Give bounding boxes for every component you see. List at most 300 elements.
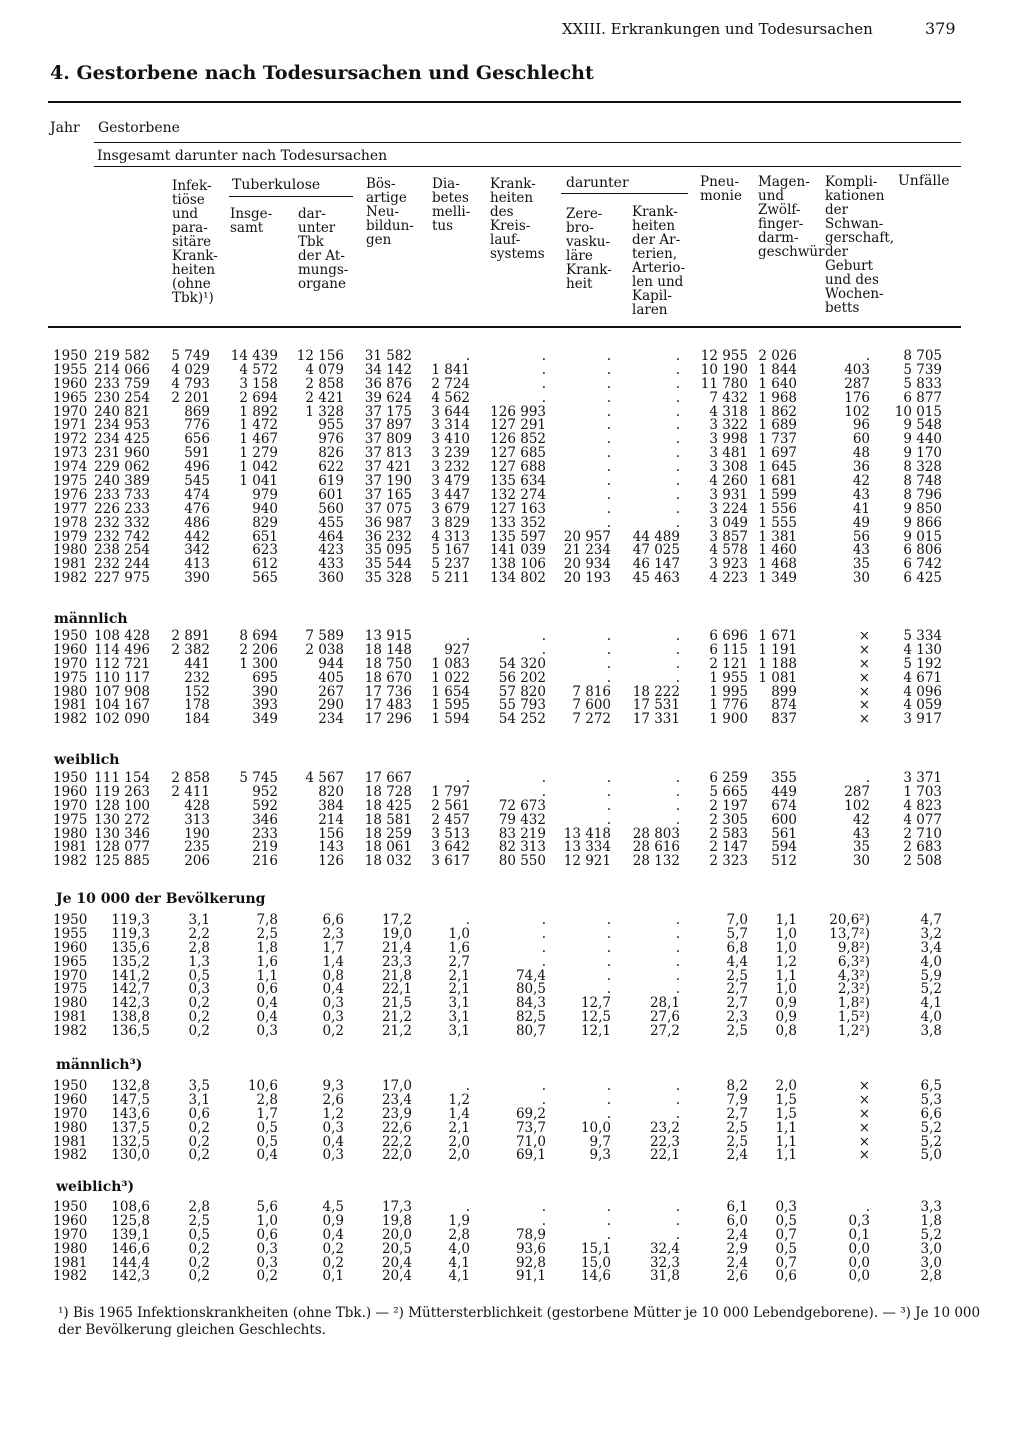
table-row	[0, 927, 1024, 941]
tbk-total-cell: 5 745	[239, 770, 278, 786]
tbk-resp-cell: 360	[318, 570, 344, 587]
ulcer-cell: 2 026	[758, 348, 797, 364]
circulatory-cell: .	[541, 939, 546, 956]
diabetes-cell: 3 479	[431, 473, 470, 490]
total-cell: 141,2	[111, 967, 150, 984]
table-row	[0, 1121, 1024, 1135]
accidents-cell: 2,8	[920, 1268, 942, 1285]
cerebrovascular-cell: .	[606, 486, 611, 503]
tbk-resp-cell: 0,2	[322, 1023, 344, 1040]
pneumonia-cell: 4,4	[726, 953, 748, 970]
year-cell: 1976	[53, 486, 88, 503]
section-maennlich-rate	[0, 1079, 1024, 1162]
tbk-resp-cell: 464	[318, 528, 344, 545]
header-line: tus	[432, 218, 454, 234]
total-cell: 240 389	[94, 473, 150, 490]
table-row	[0, 941, 1024, 955]
tbk-total-cell: 5,6	[256, 1199, 278, 1215]
header-line: Krank-	[566, 262, 612, 278]
accidents-cell: 4 096	[903, 683, 942, 700]
neoplasm-cell: 18 581	[364, 811, 412, 828]
neoplasm-cell: 37 897	[364, 417, 412, 434]
tbk-total-cell: 10,6	[247, 1078, 278, 1094]
accidents-cell: 1,8	[920, 1212, 942, 1229]
tbk-resp-cell: 4 079	[305, 361, 344, 378]
year-cell: 1981	[53, 556, 88, 573]
neoplasm-cell: 19,8	[381, 1212, 412, 1229]
diabetes-cell: 2,1	[448, 967, 470, 984]
neoplasm-cell: 37 813	[364, 445, 412, 462]
tbk-resp-cell: 826	[318, 445, 344, 462]
infekt-cell: 313	[184, 811, 210, 828]
col-header-jahr: Jahr	[50, 120, 80, 136]
neoplasm-cell: 17 736	[364, 683, 412, 700]
infekt-cell: 232	[184, 669, 210, 686]
diabetes-cell: 2,0	[448, 1133, 470, 1150]
arterial-cell: .	[675, 797, 680, 814]
pneumonia-cell: 2,5	[726, 1023, 748, 1040]
diabetes-cell: 3,1	[448, 995, 470, 1012]
cerebrovascular-cell: .	[606, 953, 611, 970]
pneumonia-cell: 2,5	[726, 1119, 748, 1136]
header-line: Kompli-	[825, 174, 878, 190]
diabetes-cell: 4,0	[448, 1240, 470, 1257]
ulcer-cell: 1,1	[775, 1133, 797, 1150]
pneumonia-cell: 2 121	[709, 655, 748, 672]
table-row	[0, 1010, 1024, 1024]
tbk-total-cell: 623	[252, 542, 278, 559]
circulatory-cell: 126 993	[490, 403, 546, 420]
table-row	[0, 785, 1024, 799]
arterial-cell: .	[675, 389, 680, 406]
accidents-cell: 9 170	[903, 445, 942, 462]
tbk-resp-cell: 0,8	[322, 967, 344, 984]
table-row	[0, 1135, 1024, 1149]
header-bottom-rule	[48, 326, 961, 328]
col-header-arterien	[632, 205, 685, 317]
tbk-total-cell: 3 158	[239, 375, 278, 392]
tbk-total-cell: 393	[252, 697, 278, 714]
arterial-cell: .	[675, 1199, 680, 1215]
year-cell: 1980	[53, 825, 88, 842]
total-cell: 240 821	[94, 403, 150, 420]
cerebrovascular-cell: 9,3	[589, 1147, 611, 1164]
accidents-cell: 4 671	[903, 669, 942, 686]
year-cell: 1960	[53, 375, 88, 392]
year-cell: 1960	[53, 1212, 88, 1229]
accidents-cell: 3 917	[903, 711, 942, 728]
arterial-cell: .	[675, 1226, 680, 1243]
arterial-cell: .	[675, 925, 680, 942]
pregnancy-cell: 403	[844, 361, 870, 378]
pregnancy-cell: 56	[852, 528, 870, 545]
accidents-cell: 5 192	[903, 655, 942, 672]
cerebrovascular-cell: 13 418	[563, 825, 611, 842]
pneumonia-cell: 3 998	[709, 431, 748, 448]
year-cell: 1965	[53, 953, 88, 970]
tbk-total-cell: 1 472	[239, 417, 278, 434]
pregnancy-cell: ×	[858, 683, 870, 700]
pregnancy-cell: ×	[858, 1133, 870, 1150]
neoplasm-cell: 19,0	[381, 925, 412, 942]
circulatory-cell: 93,6	[515, 1240, 546, 1257]
header-line: systems	[490, 246, 545, 262]
table-row	[0, 840, 1024, 854]
tbk-total-cell: 829	[252, 514, 278, 531]
pregnancy-cell: 1,8²)	[837, 995, 870, 1012]
tbk-total-cell: 1 467	[239, 431, 278, 448]
pneumonia-cell: 2,4	[726, 1147, 748, 1164]
total-cell: 128 077	[94, 839, 150, 856]
ulcer-cell: 512	[771, 853, 797, 870]
tbk-resp-cell: 290	[318, 697, 344, 714]
table-row	[0, 418, 1024, 432]
accidents-cell: 9 440	[903, 431, 942, 448]
pregnancy-cell: 0,0	[848, 1268, 870, 1285]
pneumonia-cell: 2,3	[726, 1009, 748, 1026]
diabetes-cell: .	[465, 770, 470, 786]
header-line: Geburt	[825, 258, 873, 274]
year-cell: 1960	[53, 1091, 88, 1108]
accidents-cell: 6 742	[903, 556, 942, 573]
neoplasm-cell: 20,4	[381, 1268, 412, 1285]
infekt-cell: 390	[184, 570, 210, 587]
pneumonia-cell: 6 259	[709, 770, 748, 786]
total-cell: 130,0	[111, 1147, 150, 1164]
table-row	[0, 913, 1024, 927]
diabetes-cell: 4,1	[448, 1268, 470, 1285]
pneumonia-cell: 2 323	[709, 853, 748, 870]
header-line: sitäre	[172, 234, 212, 250]
infekt-cell: 441	[184, 655, 210, 672]
table-row	[0, 432, 1024, 446]
ulcer-cell: 1 737	[758, 431, 797, 448]
cerebrovascular-cell: 13 334	[563, 839, 611, 856]
total-cell: 112 721	[94, 655, 150, 672]
header-line: kationen	[825, 188, 885, 204]
ulcer-cell: 1,5	[775, 1105, 797, 1122]
header-line: Krank-	[632, 204, 678, 220]
accidents-cell: 1 703	[903, 783, 942, 800]
arterial-cell: .	[675, 770, 680, 786]
cerebrovascular-cell: .	[606, 797, 611, 814]
circulatory-cell: .	[541, 1199, 546, 1215]
arterial-cell: .	[675, 417, 680, 434]
table-row	[0, 571, 1024, 585]
cerebrovascular-cell: 20 934	[563, 556, 611, 573]
accidents-cell: 4,0	[920, 1009, 942, 1026]
table-row	[0, 629, 1024, 643]
cerebrovascular-cell: .	[606, 1091, 611, 1108]
accidents-cell: 5,2	[920, 1133, 942, 1150]
ulcer-cell: 1 681	[758, 473, 797, 490]
neoplasm-cell: 21,8	[381, 967, 412, 984]
accidents-cell: 5,2	[920, 1226, 942, 1243]
neoplasm-cell: 17 667	[364, 770, 412, 786]
year-cell: 1981	[53, 839, 88, 856]
year-cell: 1979	[53, 528, 88, 545]
arterial-cell: 27,6	[649, 1009, 680, 1026]
circulatory-cell: .	[541, 1091, 546, 1108]
accidents-cell: 5,2	[920, 981, 942, 998]
arterial-cell: .	[675, 912, 680, 928]
infekt-cell: 0,3	[188, 981, 210, 998]
circulatory-cell: 55 793	[498, 697, 546, 714]
diabetes-cell: 4 562	[431, 389, 470, 406]
diabetes-cell: 5 211	[431, 570, 470, 587]
header-line: vasku-	[566, 234, 611, 250]
table-row	[0, 712, 1024, 726]
total-cell: 142,3	[111, 995, 150, 1012]
total-cell: 214 066	[94, 361, 150, 378]
pregnancy-cell: ×	[858, 1119, 870, 1136]
accidents-cell: 8 705	[903, 348, 942, 364]
cerebrovascular-cell: .	[606, 348, 611, 364]
tbk-resp-cell: 1,7	[322, 939, 344, 956]
pneumonia-cell: 3 857	[709, 528, 748, 545]
darunter-rule	[561, 193, 688, 194]
total-cell: 104 167	[94, 697, 150, 714]
diabetes-cell: 4 313	[431, 528, 470, 545]
accidents-cell: 5,0	[920, 1147, 942, 1164]
pneumonia-cell: 3 224	[709, 500, 748, 517]
neoplasm-cell: 17,2	[381, 912, 412, 928]
infekt-cell: 0,5	[188, 1226, 210, 1243]
year-cell: 1970	[53, 655, 88, 672]
pneumonia-cell: 5,7	[726, 925, 748, 942]
tbk-resp-cell: 0,9	[322, 1212, 344, 1229]
pregnancy-cell: 102	[844, 403, 870, 420]
col-header-gestorbene: Gestorbene	[98, 120, 180, 136]
tbk-total-cell: 2,8	[256, 1091, 278, 1108]
circulatory-cell: .	[541, 641, 546, 658]
header-line: tiöse	[172, 192, 205, 208]
ulcer-cell: 1 599	[758, 486, 797, 503]
total-cell: 226 233	[94, 500, 150, 517]
circulatory-cell: 133 352	[490, 514, 546, 531]
diabetes-cell: 1 654	[431, 683, 470, 700]
table-row	[0, 643, 1024, 657]
ulcer-cell: 674	[771, 797, 797, 814]
diabetes-cell: 3 410	[431, 431, 470, 448]
cerebrovascular-cell: .	[606, 628, 611, 644]
circulatory-cell: 82,5	[515, 1009, 546, 1026]
table-row	[0, 955, 1024, 969]
ulcer-cell: 837	[771, 711, 797, 728]
pneumonia-cell: 2 197	[709, 797, 748, 814]
pregnancy-cell: 6,3²)	[837, 953, 870, 970]
total-cell: 108,6	[111, 1199, 150, 1215]
neoplasm-cell: 23,9	[381, 1105, 412, 1122]
infekt-cell: 0,2	[188, 1240, 210, 1257]
section-label-maennlich-rate: männlich³)	[56, 1057, 143, 1073]
tbk-resp-cell: 2,3	[322, 925, 344, 942]
ulcer-cell: 1,1	[775, 967, 797, 984]
pneumonia-cell: 2,7	[726, 981, 748, 998]
ulcer-cell: 0,5	[775, 1212, 797, 1229]
tbk-resp-cell: 6,6	[322, 912, 344, 928]
arterial-cell: .	[675, 445, 680, 462]
neoplasm-cell: 21,2	[381, 1023, 412, 1040]
year-cell: 1950	[53, 628, 88, 644]
arterial-cell: .	[675, 967, 680, 984]
diabetes-cell: 1 797	[431, 783, 470, 800]
year-cell: 1970	[53, 797, 88, 814]
tuberkulose-rule	[229, 196, 353, 197]
cerebrovascular-cell: 7 816	[572, 683, 611, 700]
year-cell: 1982	[53, 1147, 88, 1164]
accidents-cell: 4,0	[920, 953, 942, 970]
header-line: Krank-	[172, 248, 218, 264]
year-cell: 1970	[53, 403, 88, 420]
ulcer-cell: 0,9	[775, 995, 797, 1012]
ulcer-cell: 1,1	[775, 1119, 797, 1136]
top-rule	[48, 101, 961, 103]
infekt-cell: 2 411	[171, 783, 210, 800]
diabetes-cell: 3 232	[431, 459, 470, 476]
pregnancy-cell: 49	[852, 514, 870, 531]
total-cell: 142,3	[111, 1268, 150, 1285]
pneumonia-cell: 2,5	[726, 1133, 748, 1150]
section-maennlich	[0, 629, 1024, 726]
arterial-cell: .	[675, 811, 680, 828]
table-row	[0, 1093, 1024, 1107]
diabetes-cell: 1 594	[431, 711, 470, 728]
pregnancy-cell: 96	[852, 417, 870, 434]
pregnancy-cell: 2,3²)	[837, 981, 870, 998]
cerebrovascular-cell: .	[606, 1078, 611, 1094]
ulcer-cell: 1 645	[758, 459, 797, 476]
ulcer-cell: 1 556	[758, 500, 797, 517]
header-line: der At-	[298, 248, 345, 264]
pneumonia-cell: 6,8	[726, 939, 748, 956]
circulatory-cell: .	[541, 1212, 546, 1229]
header-line: läre	[566, 248, 593, 264]
tbk-resp-cell: 1 328	[305, 403, 344, 420]
infekt-cell: 0,6	[188, 1105, 210, 1122]
header-line: darm-	[758, 230, 799, 246]
header-line: und des	[825, 272, 879, 288]
tbk-total-cell: 1 300	[239, 655, 278, 672]
header-line: und	[172, 206, 199, 222]
cerebrovascular-cell: .	[606, 641, 611, 658]
circulatory-cell: 56 202	[498, 669, 546, 686]
infekt-cell: 591	[184, 445, 210, 462]
circulatory-cell: 83 219	[498, 825, 546, 842]
arterial-cell: .	[675, 459, 680, 476]
infekt-cell: 476	[184, 500, 210, 517]
total-cell: 233 733	[94, 486, 150, 503]
pregnancy-cell: 0,3	[848, 1212, 870, 1229]
cerebrovascular-cell: .	[606, 770, 611, 786]
circulatory-cell: 91,1	[515, 1268, 546, 1285]
infekt-cell: 0,2	[188, 1133, 210, 1150]
cerebrovascular-cell: .	[606, 500, 611, 517]
total-cell: 137,5	[111, 1119, 150, 1136]
neoplasm-cell: 17 296	[364, 711, 412, 728]
infekt-cell: 206	[184, 853, 210, 870]
header-line: (ohne	[172, 276, 211, 292]
circulatory-cell: 126 852	[490, 431, 546, 448]
total-cell: 108 428	[94, 628, 150, 644]
total-cell: 138,8	[111, 1009, 150, 1026]
circulatory-cell: 82 313	[498, 839, 546, 856]
footnote-line-1: ¹) Bis 1965 Infektionskrankheiten (ohne Tbk.) — ²) Müttersterblichkeit (gestorbene Mütter je 10 000 Lebendgeborene). — ³) Je 10 000	[58, 1305, 981, 1321]
tbk-resp-cell: 267	[318, 683, 344, 700]
cerebrovascular-cell: .	[606, 783, 611, 800]
table-row	[0, 799, 1024, 813]
ulcer-cell: 1,1	[775, 1147, 797, 1164]
header-line: der	[825, 244, 849, 260]
arterial-cell: 47 025	[632, 542, 680, 559]
ulcer-cell: 0,8	[775, 1023, 797, 1040]
diabetes-cell: 3 644	[431, 403, 470, 420]
ulcer-cell: 0,7	[775, 1226, 797, 1243]
neoplasm-cell: 20,5	[381, 1240, 412, 1257]
header-line: betts	[825, 300, 860, 316]
arterial-cell: .	[675, 486, 680, 503]
accidents-cell: 9 548	[903, 417, 942, 434]
pregnancy-cell: 35	[852, 839, 870, 856]
pneumonia-cell: 7,9	[726, 1091, 748, 1108]
year-cell: 1975	[53, 811, 88, 828]
header-line: bildun-	[366, 218, 414, 234]
cerebrovascular-cell: .	[606, 939, 611, 956]
neoplasm-cell: 18 259	[364, 825, 412, 842]
diabetes-cell: 3 513	[431, 825, 470, 842]
tbk-resp-cell: 0,2	[322, 1254, 344, 1271]
table-row	[0, 446, 1024, 460]
col-header-tbk-insgesamt	[230, 207, 272, 235]
section-label-weiblich-rate: weiblich³)	[56, 1179, 135, 1195]
header-line: Pneu-	[700, 174, 740, 190]
table-row	[0, 1200, 1024, 1214]
circulatory-cell: 54 252	[498, 711, 546, 728]
year-cell: 1970	[53, 1226, 88, 1243]
arterial-cell: .	[675, 361, 680, 378]
circulatory-cell: 92,8	[515, 1254, 546, 1271]
total-cell: 111 154	[94, 770, 150, 786]
header-line: Infek-	[172, 178, 212, 194]
diabetes-cell: 2,1	[448, 981, 470, 998]
pneumonia-cell: 7,0	[726, 912, 748, 928]
header-line: bro-	[566, 220, 594, 236]
neoplasm-cell: 18 032	[364, 853, 412, 870]
pregnancy-cell: 43	[852, 542, 870, 559]
tbk-total-cell: 651	[252, 528, 278, 545]
tbk-total-cell: 0,5	[256, 1133, 278, 1150]
header-line: len und	[632, 274, 684, 290]
diabetes-cell: 1 595	[431, 697, 470, 714]
cerebrovascular-cell: .	[606, 669, 611, 686]
arterial-cell: .	[675, 403, 680, 420]
circulatory-cell: 135 597	[490, 528, 546, 545]
ulcer-cell: 594	[771, 839, 797, 856]
diabetes-cell: .	[465, 912, 470, 928]
table-row	[0, 1269, 1024, 1283]
table-row	[0, 557, 1024, 571]
tbk-resp-cell: 560	[318, 500, 344, 517]
year-cell: 1972	[53, 431, 88, 448]
tbk-resp-cell: 976	[318, 431, 344, 448]
cerebrovascular-cell: 7 272	[572, 711, 611, 728]
header-line: samt	[230, 220, 264, 236]
col-header-boesartige	[366, 177, 414, 247]
circulatory-cell: 80,5	[515, 981, 546, 998]
neoplasm-cell: 37 165	[364, 486, 412, 503]
total-cell: 132,5	[111, 1133, 150, 1150]
accidents-cell: 8 748	[903, 473, 942, 490]
